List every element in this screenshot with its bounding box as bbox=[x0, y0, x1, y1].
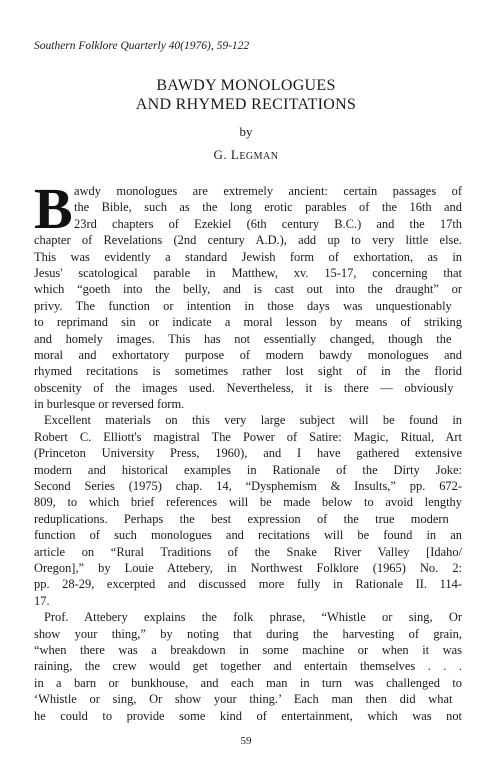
drop-cap: B bbox=[34, 176, 73, 241]
body-line: to reprimand sin or indicate a moral lesson by means of striking bbox=[34, 315, 462, 330]
body-line: function of such monologues and recitations will be found in an bbox=[34, 528, 462, 543]
body-line: rhymed recitations is sometimes rather lost sight of in the florid bbox=[34, 364, 462, 379]
body-line: modern and historical examples in Rationale of the Dirty Joke: bbox=[34, 462, 462, 477]
body-line: article on “Rural Traditions of the Snake River Valley [Idaho/ bbox=[34, 544, 462, 559]
author-surname-smallcaps: EGMAN bbox=[239, 151, 279, 162]
body-line: he could to provide some kind of entertainment, which was not bbox=[34, 708, 462, 723]
body-line: Excellent materials on this very large subject will be found in bbox=[44, 413, 462, 428]
body-line: Second Series (1975) chap. 14, “Dysphemism & Insults,” pp. 672- bbox=[34, 479, 462, 494]
byline-by: by bbox=[239, 124, 253, 139]
body-line: chapter of Revelations (2nd century A.D.), add up to very little else. bbox=[34, 233, 462, 248]
body-line: Oregon],” by Louie Attebery, in Northwest Folklore (1965) No. 2: bbox=[34, 560, 462, 575]
body-line: “when there was a breakdown in some machine or when it was bbox=[34, 642, 462, 657]
body-line: in burlesque or reversed form. bbox=[34, 397, 185, 412]
body-line: show your thing,” by noting that during the harvesting of grain, bbox=[34, 626, 462, 641]
author-initial: G. L bbox=[213, 147, 240, 162]
author-name bbox=[0, 147, 492, 163]
running-head: Southern Folklore Quarterly 40(1976), 59-122 bbox=[34, 40, 250, 52]
body-line: the Bible, such as the long erotic parables of the 16th and bbox=[74, 200, 462, 215]
body-line: Robert C. Elliott's magistral The Power of Satire: Magic, Ritual, Art bbox=[34, 429, 462, 444]
body-line: This was evidently a standard Jewish form of exhortation, as in bbox=[34, 249, 462, 264]
body-line: pp. 28-29, excerpted and discussed more fully in Rationale II. 114- bbox=[34, 577, 462, 592]
article-title-line-1: BAWDY MONOLOGUES bbox=[156, 77, 336, 94]
article-body bbox=[34, 176, 462, 724]
page-number: 59 bbox=[240, 735, 252, 747]
body-line: 23rd chapters of Ezekiel (6th century B.C.) and the 17th bbox=[74, 216, 462, 231]
body-line: in a barn or bunkhouse, and each man in turn was challenged to bbox=[34, 675, 462, 690]
body-line: reduplications. Perhaps the best expression of the true modern bbox=[34, 511, 449, 526]
body-line: which “goeth into the belly, and is cast out into the draught” or bbox=[34, 282, 462, 297]
body-line: moral and exhortatory purpose of modern bawdy monologues and bbox=[34, 347, 462, 362]
body-line: and homely images. This has not essentially changed, though the bbox=[34, 331, 452, 346]
body-line: awdy monologues are extremely ancient: certain passages of bbox=[74, 184, 462, 198]
body-line: 17. bbox=[34, 593, 50, 608]
body-line: raining, the crew would get together and entertain themselves . . . bbox=[34, 659, 462, 674]
body-line: Prof. Attebery explains the folk phrase, “Whistle or sing, Or bbox=[44, 610, 462, 625]
body-line: ‘Whistle or sing, Or show your thing.’ Each man then did what bbox=[34, 692, 453, 707]
body-line: 809, to which brief references will be made below to avoid lengthy bbox=[34, 495, 462, 510]
body-line: (Princeton University Press, 1960), and I have gathered extensive bbox=[34, 446, 462, 461]
body-line: Jesus' scatological parable in Matthew, xv. 15-17, concerning that bbox=[34, 265, 462, 280]
body-line: obscenity of the images used. Nevertheless, it is there — obviously bbox=[34, 380, 454, 395]
article-title-line-2: AND RHYMED RECITATIONS bbox=[135, 96, 357, 113]
body-line: privy. The function or intention in those days was unquestionably bbox=[34, 298, 452, 313]
